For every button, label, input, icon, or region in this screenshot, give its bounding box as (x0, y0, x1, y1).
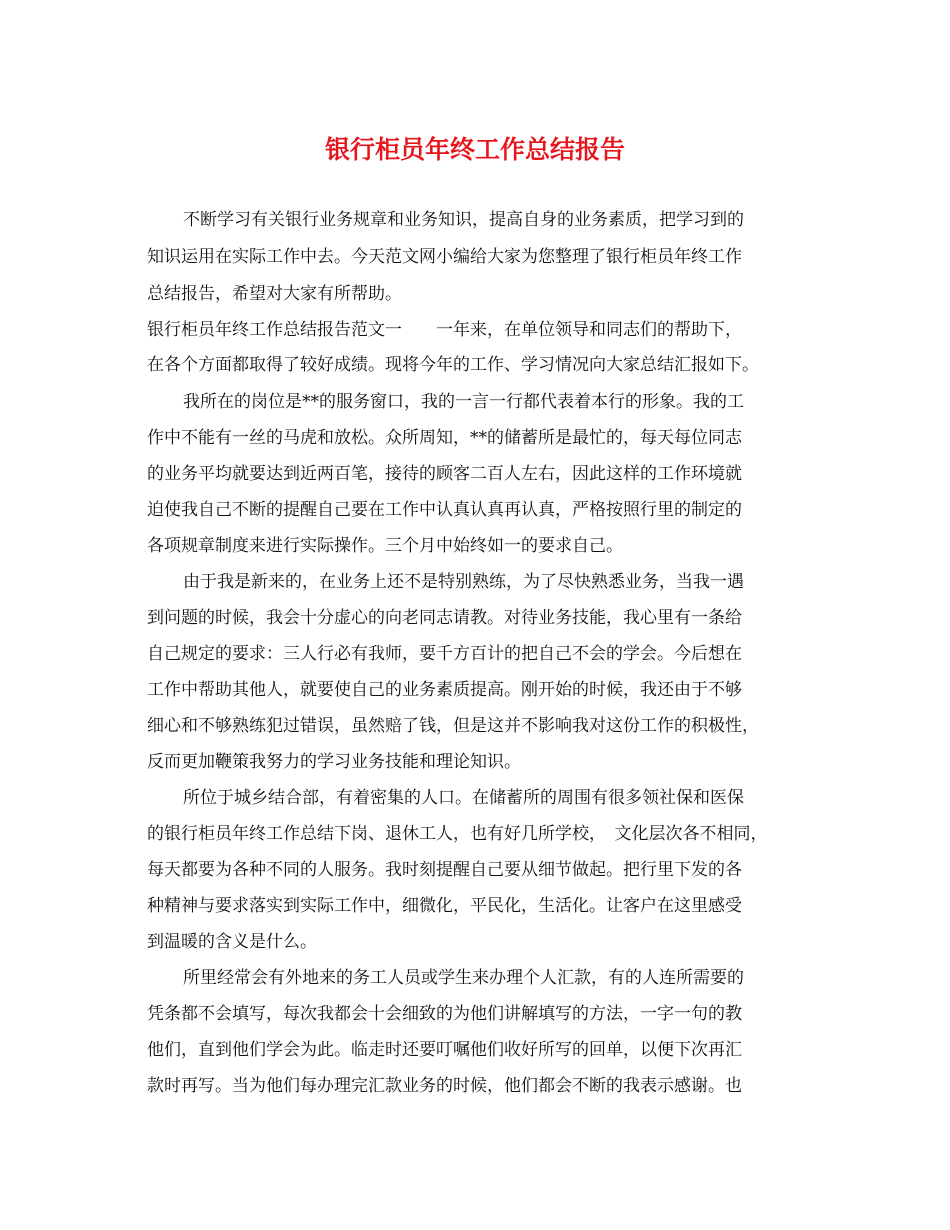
paragraph-line: 各项规章制度来进行实际操作。三个月中始终如一的要求自己。 (147, 536, 623, 556)
paragraph-line: 种精神与要求落实到实际工作中，细微化，平民化，生活化。让客户在这里感受 (147, 896, 742, 916)
paragraph-line: 到温暖的含义是什么。 (147, 932, 317, 952)
paragraph-line: 不断学习有关银行业务规章和业务知识，提高自身的业务素质，把学习到的 (183, 210, 744, 230)
paragraph-line: 我所在的岗位是**的服务窗口，我的一言一行都代表着本行的形象。我的工 (183, 392, 744, 412)
paragraph-line: 总结报告，希望对大家有所帮助。 (147, 284, 402, 304)
paragraph-line: 的业务平均就要达到近两百笔，接待的顾客二百人左右，因此这样的工作环境就 (147, 464, 742, 484)
paragraph-line: 在各个方面都取得了较好成绩。现将今年的工作、学习情况向大家总结汇报如下。 (147, 355, 759, 375)
paragraph-line: 款时再写。当为他们每办理完汇款业务的时候，他们都会不断的我表示感谢。也 (147, 1076, 742, 1096)
paragraph-line: 迫使我自己不断的提醒自己要在工作中认真认真再认真，严格按照行里的制定的 (147, 500, 742, 520)
paragraph-line: 银行柜员年终工作总结报告范文一 一年来，在单位领导和同志们的帮助下， (147, 320, 742, 340)
paragraph-line: 他们，直到他们学会为此。临走时还要叮嘱他们收好所写的回单，以便下次再汇 (147, 1040, 742, 1060)
paragraph-line: 所里经常会有外地来的务工人员或学生来办理个人汇款，有的人连所需要的 (183, 968, 744, 988)
paragraph-line: 作中不能有一丝的马虎和放松。众所周知，**的储蓄所是最忙的，每天每位同志 (147, 428, 742, 448)
paragraph-line: 凭条都不会填写，每次我都会十会细致的为他们讲解填写的方法，一字一句的教 (147, 1004, 742, 1024)
paragraph-line: 细心和不够熟练犯过错误，虽然赔了钱，但是这并不影响我对这份工作的积极性， (147, 716, 759, 736)
paragraph-line: 到问题的时候，我会十分虚心的向老同志请教。对待业务技能，我心里有一条给 (147, 608, 742, 628)
paragraph-line: 所位于城乡结合部，有着密集的人口。在储蓄所的周围有很多领社保和医保 (183, 788, 744, 808)
paragraph-line: 的银行柜员年终工作总结下岗、退休工人，也有好几所学校， 文化层次各不相同， (147, 824, 768, 844)
paragraph-line: 知识运用在实际工作中去。今天范文网小编给大家为您整理了银行柜员年终工作 (147, 247, 742, 267)
document-title: 银行柜员年终工作总结报告 (324, 135, 625, 164)
paragraph-line: 每天都要为各种不同的人服务。我时刻提醒自己要从细节做起。把行里下发的各 (147, 860, 742, 880)
paragraph-line: 反而更加鞭策我努力的学习业务技能和理论知识。 (147, 752, 521, 772)
paragraph-line: 由于我是新来的，在业务上还不是特别熟练，为了尽快熟悉业务，当我一遇 (183, 572, 744, 592)
paragraph-line: 自己规定的要求：三人行必有我师，要千方百计的把自己不会的学会。今后想在 (147, 644, 742, 664)
paragraph-line: 工作中帮助其他人，就要使自己的业务素质提高。刚开始的时候，我还由于不够 (147, 680, 742, 700)
